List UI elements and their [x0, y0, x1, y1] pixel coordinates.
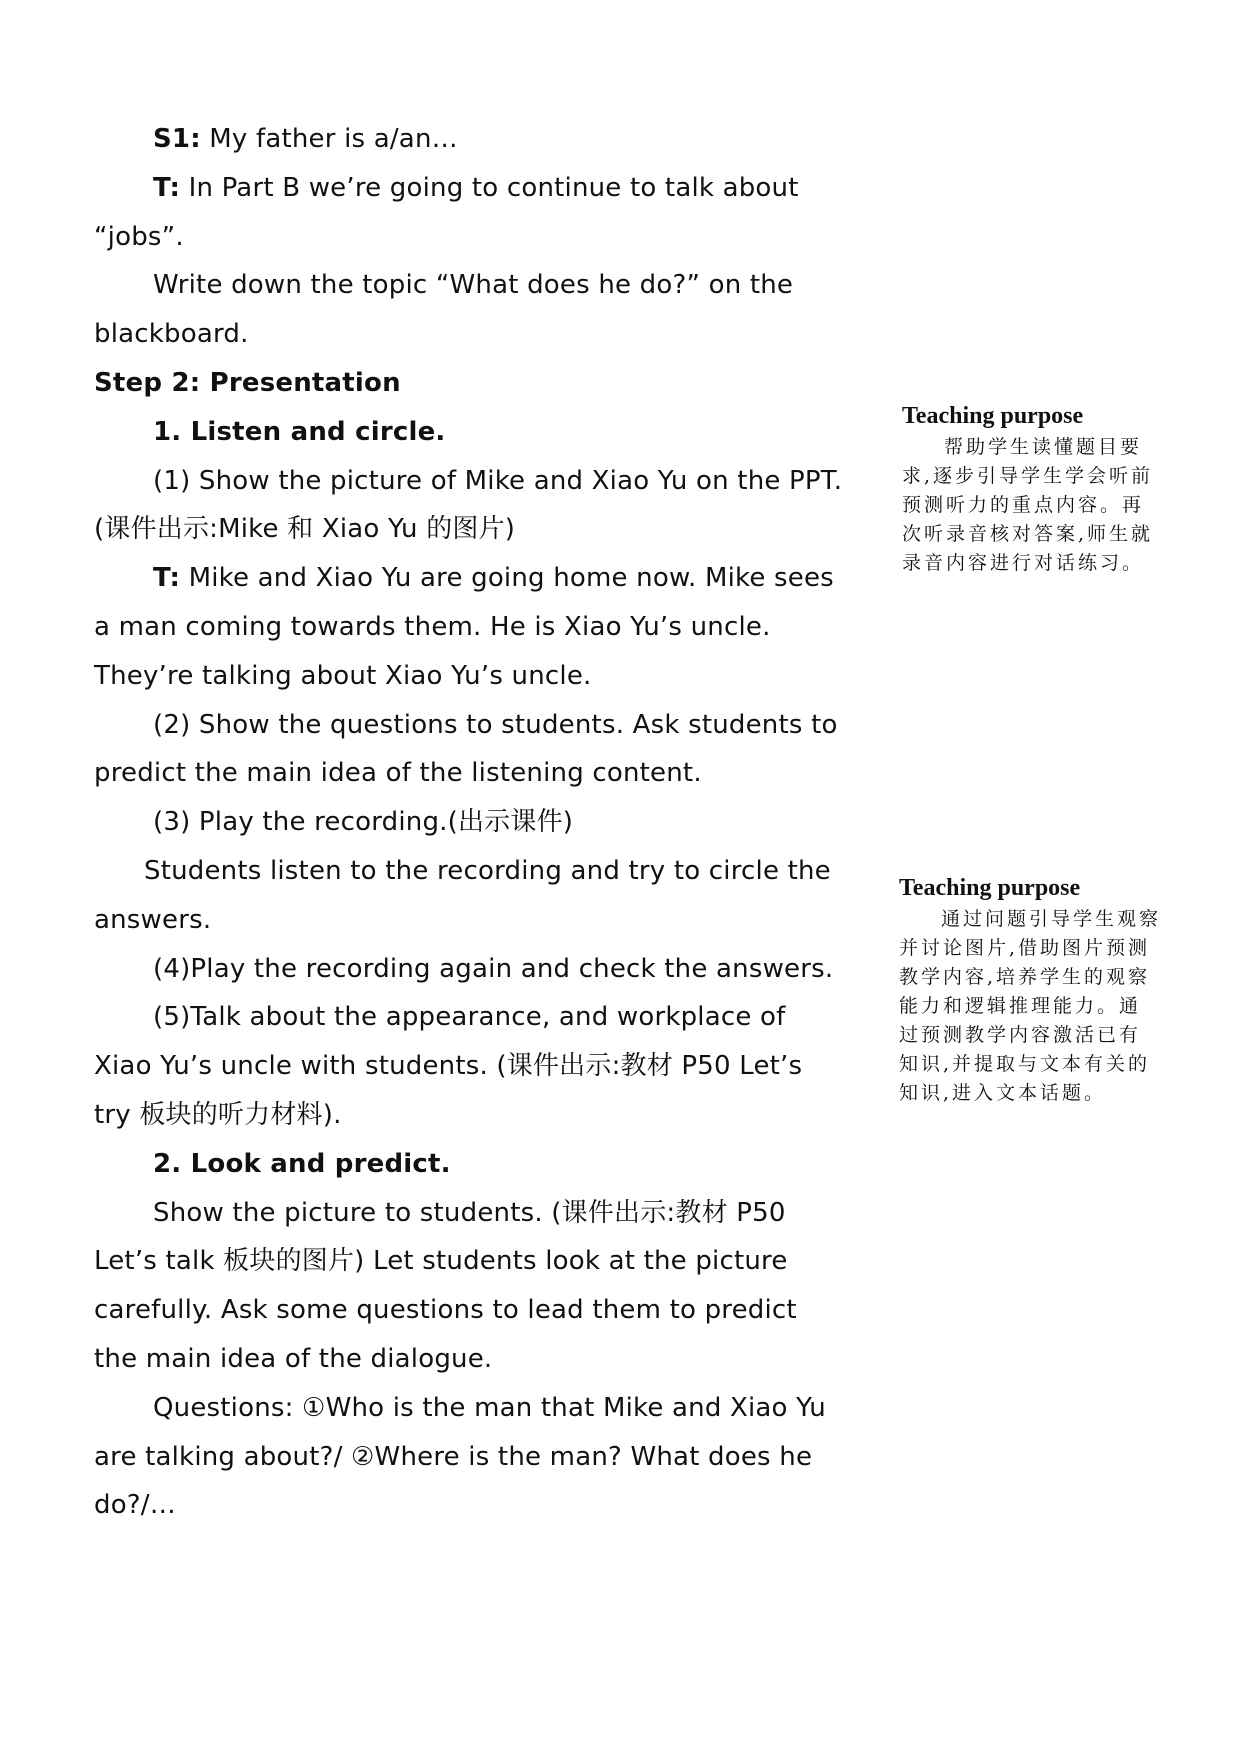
t1-line [94, 164, 844, 262]
questions-paragraph: Questions: ①Who is the man that Mike and Xiao Yu are talking about?/ ②Where is the man? What does he do?/… [94, 1392, 826, 1521]
t2-text: Mike and Xiao Yu are going home now. Mike sees a man coming towards them. He is Xiao Yu’s uncle. They’re talking about Xiao Yu’s uncle. [94, 563, 834, 691]
paragraph-3b: Students listen to the recording and try to circle the answers. [94, 855, 831, 935]
s1-text: My father is a/an… [200, 124, 458, 154]
paragraph-4: (4)Play the recording again and check the answers. [153, 953, 834, 984]
t1-text: In Part B we’re going to continue to talk about “jobs”. [94, 172, 799, 252]
teaching-purpose-note-2 [899, 873, 1161, 1108]
paragraph-1: (1) Show the picture of Mike and Xiao Yu on the PPT. (课件出示:Mike 和 Xiao Yu 的图片) [94, 465, 843, 545]
paragraph-6: Show the picture to students. (课件出示:教材 P50 Let’s talk 板块的图片) Let students look at the picture carefully. Ask some questions to lead them to predict the main idea of the dialogue. [94, 1197, 797, 1374]
lesson-content [94, 115, 844, 1530]
note-title: Teaching purpose [899, 875, 1081, 901]
speaker-label: T: [153, 563, 181, 594]
paragraph-3: (3) Play the recording.(出示课件) [153, 807, 574, 838]
speaker-label: S1: [153, 124, 201, 154]
note-body: 帮助学生读懂题目要求,逐步引导学生学会听前预测听力的重点内容。再次听录音核对答案,师生就录音内容进行对话练习。 [902, 436, 1154, 574]
teaching-purpose-note-1 [902, 401, 1164, 578]
speaker-label: T: [153, 172, 181, 203]
paragraph-5: (5)Talk about the appearance, and workplace of Xiao Yu’s uncle with students. (课件出示:教材 P50 Let’s try 板块的听力材料). [94, 1002, 803, 1130]
paragraph-2: (2) Show the questions to students. Ask students to predict the main idea of the listening content. [94, 709, 838, 789]
sub-heading-predict: 2. Look and predict. [153, 1148, 451, 1179]
t2-line [94, 554, 844, 700]
s1-line [94, 115, 844, 164]
step-heading: Step 2: Presentation [94, 367, 401, 398]
sub-heading-listen: 1. Listen and circle. [153, 416, 446, 447]
note-body: 通过问题引导学生观察并讨论图片,借助图片预测教学内容,培养学生的观察能力和逻辑推理能力。通过预测教学内容激活已有知识,并提取与文本有关的知识,进入文本话题。 [899, 908, 1162, 1104]
note-title: Teaching purpose [902, 403, 1084, 429]
write-topic-paragraph: Write down the topic “What does he do?” on the blackboard. [94, 270, 794, 350]
